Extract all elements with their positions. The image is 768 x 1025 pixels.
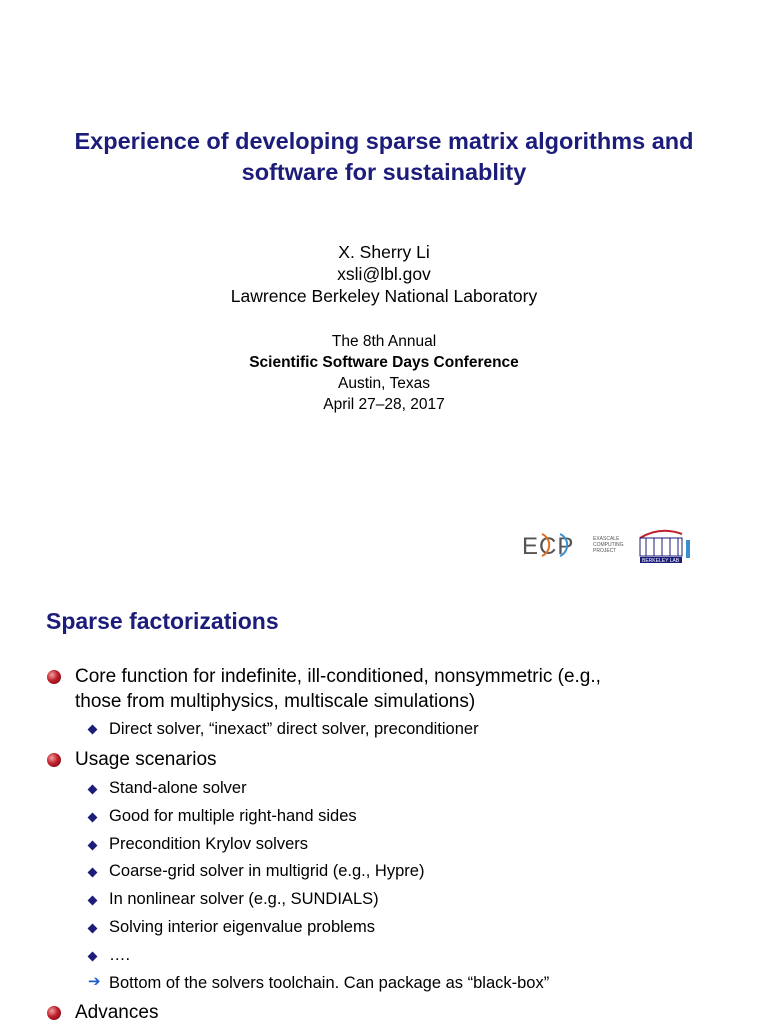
bullet-advances: Advances	[75, 1002, 159, 1023]
author-email: xsli@lbl.gov	[337, 264, 431, 284]
bullet-1-line-1: Core function for indefinite, ill-conditioned, nonsymmetric (e.g.,	[75, 666, 601, 687]
bullet-ball-icon	[47, 1006, 61, 1020]
arrow-right-icon: ➔	[88, 973, 101, 990]
diamond-bullet-icon	[88, 785, 98, 795]
title-line-2: software for sustainablity	[241, 159, 527, 185]
ecp-sub-1: EXASCALE	[593, 536, 620, 542]
sub-bullet: Precondition Krylov solvers	[109, 835, 308, 853]
sub-bullet: Good for multiple right-hand sides	[109, 807, 357, 825]
sub-bullet-direct-solver: Direct solver, “inexact” direct solver, preconditioner	[109, 720, 479, 738]
logos	[520, 524, 700, 566]
arrow-note: Bottom of the solvers toolchain. Can package as “black-box”	[109, 974, 550, 992]
slide-title	[0, 126, 768, 188]
diamond-bullet-icon	[88, 952, 98, 962]
ecp-logo-icon	[522, 533, 624, 560]
bullet-core-function	[75, 664, 715, 714]
conference-block	[0, 331, 768, 415]
diamond-bullet-icon	[88, 725, 98, 735]
berkeley-lab-text: BERKELEY LAB	[642, 558, 680, 564]
conference-name: Scientific Software Days Conference	[249, 354, 519, 371]
ecp-logo-text: ECP	[522, 533, 575, 560]
conference-location: Austin, Texas	[338, 375, 430, 392]
sub-bullet: Coarse-grid solver in multigrid (e.g., Hypre)	[109, 862, 425, 880]
sub-bullet: Solving interior eigenvalue problems	[109, 918, 375, 936]
diamond-bullet-icon	[88, 813, 98, 823]
diamond-bullet-icon	[88, 841, 98, 851]
sub-bullet: Stand-alone solver	[109, 779, 247, 797]
bullet-ball-icon	[47, 753, 61, 767]
diamond-bullet-icon	[88, 868, 98, 878]
conference-edition: The 8th Annual	[331, 333, 437, 350]
conference-dates: April 27–28, 2017	[323, 396, 445, 413]
bullet-usage-scenarios: Usage scenarios	[75, 749, 217, 770]
bullet-ball-icon	[47, 670, 61, 684]
bullet-1-line-2: those from multiphysics, multiscale simulations)	[75, 691, 476, 712]
section-title: Sparse factorizations	[46, 608, 279, 634]
author-name: X. Sherry Li	[338, 242, 430, 262]
sub-bullet: In nonlinear solver (e.g., SUNDIALS)	[109, 890, 379, 908]
ecp-sub-3: PROJECT	[593, 548, 617, 554]
title-line-1: Experience of developing sparse matrix algorithms and	[74, 128, 694, 154]
diamond-bullet-icon	[88, 924, 98, 934]
berkeley-lab-logo-icon	[640, 531, 690, 564]
author-affiliation: Lawrence Berkeley National Laboratory	[230, 286, 538, 306]
sub-bullet: ….	[109, 946, 131, 964]
author-block	[0, 241, 768, 307]
diamond-bullet-icon	[88, 896, 98, 906]
ecp-sub-2: COMPUTING	[593, 542, 624, 548]
